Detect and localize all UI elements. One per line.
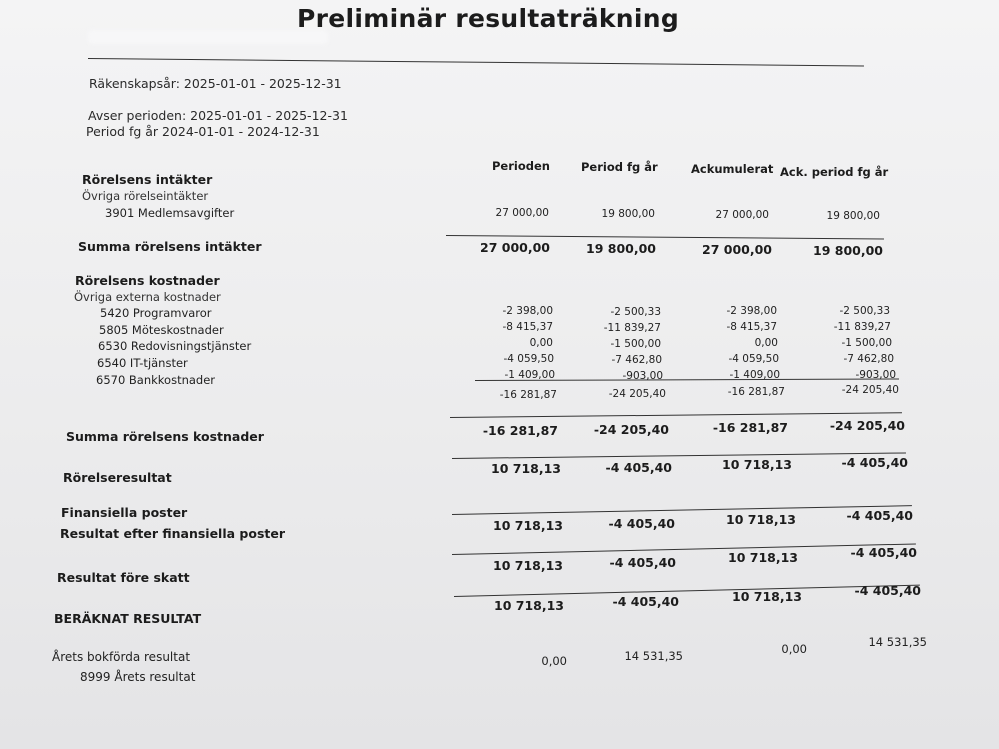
amount-cell: -1 409,00: [504, 369, 555, 381]
subtotal-amount: -16 281,87: [727, 386, 785, 398]
account-row-label: 5805 Möteskostnader: [99, 323, 224, 337]
amount-cell: -4 059,50: [728, 353, 779, 365]
amount-cell: -8 415,37: [726, 321, 777, 333]
amount-cell: -2 500,33: [610, 306, 661, 318]
column-header-ackumulerat: Ackumulerat: [691, 162, 774, 176]
account-row-label: 6570 Bankkostnader: [96, 373, 216, 387]
sum-amount: -24 205,40: [593, 422, 669, 437]
result-amount: -4 405,40: [609, 555, 676, 570]
amount-cell: 0,00: [529, 337, 553, 349]
sum-divider: [446, 235, 884, 239]
booked-amount: 14 531,35: [624, 649, 683, 663]
amount-cell: -11 839,27: [833, 321, 891, 333]
sum-amount: 27 000,00: [480, 240, 550, 255]
result-amount: 10 718,13: [728, 550, 798, 565]
amount-cell: -1 500,00: [610, 338, 661, 350]
result-amount: -4 405,40: [612, 594, 679, 609]
operating-result-label: Rörelseresultat: [63, 470, 172, 485]
calculated-result-label: BERÄKNAT RESULTAT: [54, 611, 202, 626]
amount-cell: -1 500,00: [841, 337, 892, 349]
amount-cell: -903,00: [622, 370, 663, 382]
sum-amount: -24 205,40: [829, 418, 905, 433]
fiscal-year: Räkenskapsår: 2025-01-01 - 2025-12-31: [89, 76, 342, 91]
booked-amount: 14 531,35: [868, 635, 927, 649]
redacted-area: [88, 30, 328, 44]
amount-cell: 0,00: [754, 337, 778, 349]
amount-cell: -7 462,80: [843, 353, 894, 365]
result-amount: -4 405,40: [854, 583, 921, 598]
booked-result-account: 8999 Årets resultat: [80, 670, 196, 684]
amount-cell: -2 398,00: [726, 305, 777, 317]
amount-cell: -1 409,00: [729, 369, 780, 381]
column-header-perioden: Perioden: [492, 159, 550, 173]
result-amount: -4 405,40: [608, 516, 675, 531]
income-sum-label: Summa rörelsens intäkter: [78, 239, 262, 254]
amount-cell: -11 839,27: [603, 322, 661, 334]
sum-amount: -16 281,87: [482, 423, 558, 438]
subtotal-amount: -24 205,40: [841, 384, 899, 396]
result-before-tax-label: Resultat före skatt: [57, 570, 190, 585]
amount-cell: -2 500,33: [839, 305, 890, 317]
income-heading: Rörelsens intäkter: [82, 172, 213, 187]
amount-cell: -2 398,00: [502, 305, 553, 317]
result-amount: -4 405,40: [605, 460, 672, 475]
account-row-label: 3901 Medlemsavgifter: [105, 206, 235, 220]
result-amount: -4 405,40: [850, 545, 917, 560]
sum-amount: 19 800,00: [586, 241, 656, 256]
amount-cell: 27 000,00: [495, 207, 549, 219]
sum-amount: 27 000,00: [702, 242, 772, 257]
account-row-label: 6540 IT-tjänster: [97, 356, 188, 370]
costs-heading: Rörelsens kostnader: [75, 273, 220, 288]
previous-period: Period fg år 2024-01-01 - 2024-12-31: [86, 124, 320, 139]
subtotal-amount: -24 205,40: [608, 388, 666, 400]
amount-cell: 27 000,00: [715, 209, 769, 221]
result-amount: 10 718,13: [493, 558, 563, 573]
income-group: Övriga rörelseintäkter: [82, 189, 209, 203]
page-title: Preliminär resultaträkning: [297, 4, 680, 33]
result-amount: 10 718,13: [491, 461, 561, 476]
result-amount: 10 718,13: [722, 457, 792, 472]
result-amount: -4 405,40: [846, 508, 913, 523]
sum-amount: -16 281,87: [712, 420, 788, 435]
result-amount: 10 718,13: [732, 589, 802, 604]
result-amount: 10 718,13: [494, 598, 564, 613]
subtotal-amount: -16 281,87: [499, 389, 557, 401]
period: Avser perioden: 2025-01-01 - 2025-12-31: [88, 108, 348, 123]
column-header-period-fg-ar: Period fg år: [581, 160, 658, 174]
result-after-financial-label: Resultat efter finansiella poster: [60, 526, 285, 541]
amount-cell: -4 059,50: [503, 353, 554, 365]
account-row-label: 6530 Redovisningstjänster: [98, 339, 252, 353]
amount-cell: -7 462,80: [611, 354, 662, 366]
column-header-ack-period-fg-ar: Ack. period fg år: [780, 165, 889, 179]
result-amount: 10 718,13: [726, 512, 796, 527]
booked-amount: 0,00: [781, 642, 807, 656]
amount-cell: 19 800,00: [601, 208, 655, 220]
result-amount: -4 405,40: [841, 455, 908, 470]
costs-group: Övriga externa kostnader: [74, 290, 221, 304]
title-divider: [88, 58, 864, 66]
booked-result-label: Årets bokförda resultat: [52, 650, 191, 664]
amount-cell: 19 800,00: [826, 210, 880, 222]
financial-items-label: Finansiella poster: [61, 505, 188, 520]
result-amount: 10 718,13: [493, 518, 563, 533]
booked-amount: 0,00: [541, 654, 567, 668]
costs-sum-label: Summa rörelsens kostnader: [66, 429, 264, 444]
sum-amount: 19 800,00: [813, 243, 883, 258]
amount-cell: -903,00: [855, 369, 896, 381]
account-row-label: 5420 Programvaror: [100, 306, 212, 320]
amount-cell: -8 415,37: [502, 321, 553, 333]
